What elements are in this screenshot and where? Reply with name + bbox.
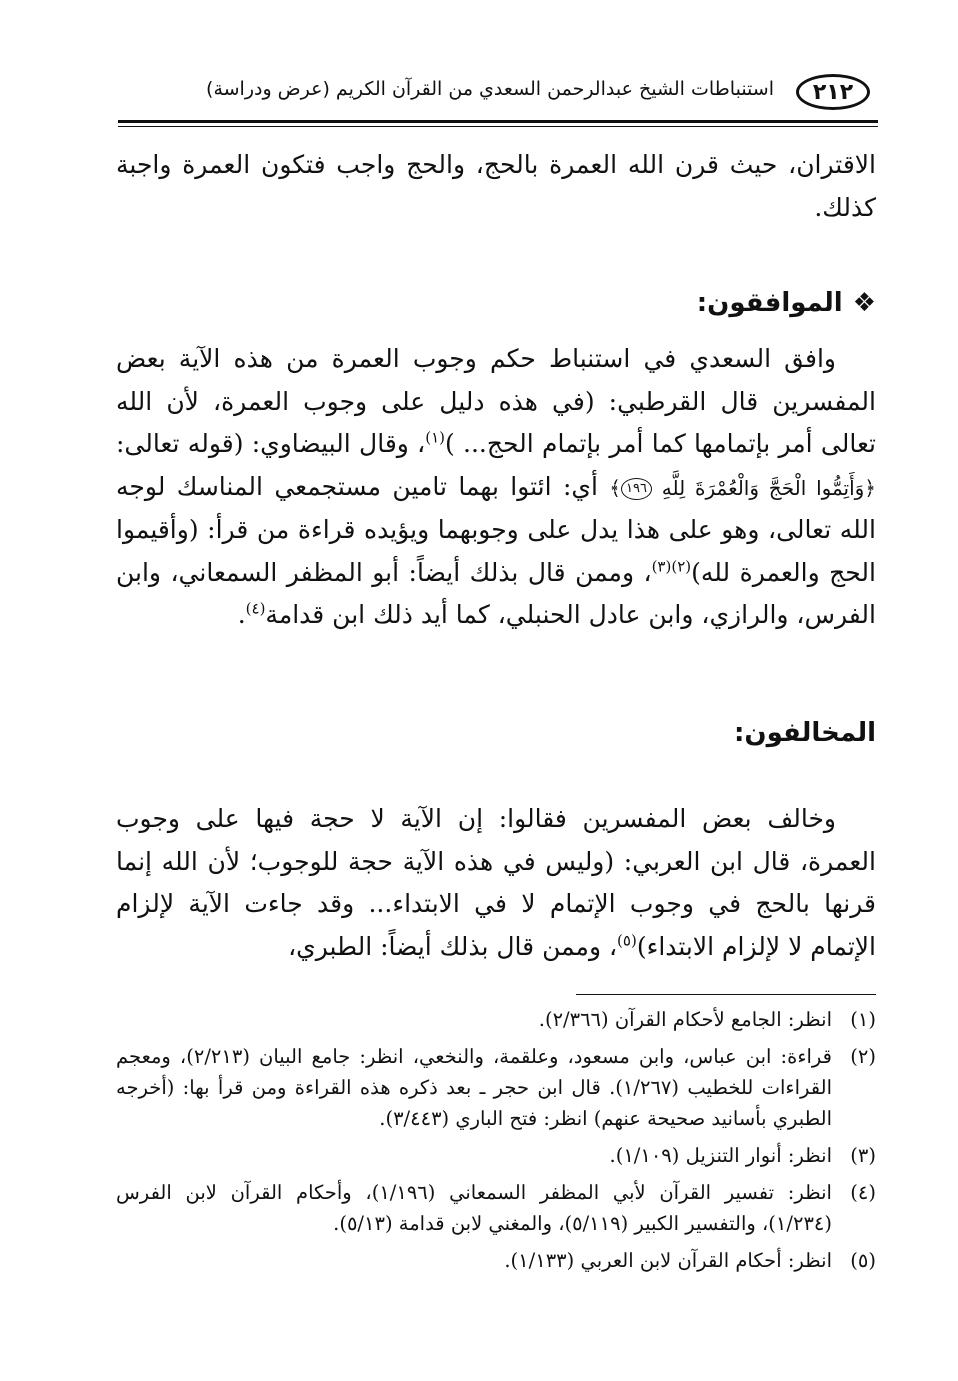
bullet-icon: ❖ bbox=[852, 288, 876, 318]
supporters-heading-text: الموافقون: bbox=[696, 288, 843, 318]
ayah-number-marker: ١٩٦ bbox=[621, 478, 652, 500]
quran-verse bbox=[609, 476, 876, 500]
header-rule bbox=[118, 120, 878, 123]
page-header bbox=[118, 68, 878, 124]
footnote-item bbox=[116, 1177, 876, 1239]
running-title: استنباطات الشيخ عبدالرحمن السعدي من القرآن الكريم (عرض ودراسة) bbox=[206, 78, 774, 100]
footnote-ref-5: (٥) bbox=[617, 931, 637, 950]
footnote-number: (٢) bbox=[850, 1045, 876, 1068]
footnote-ref-1: (١) bbox=[425, 428, 445, 447]
footnote-item bbox=[116, 1041, 876, 1134]
opponents-heading: المخالفون: bbox=[734, 718, 876, 748]
opponents-paragraph bbox=[116, 798, 876, 968]
page-number: ٢١٢ bbox=[796, 74, 870, 110]
footnote-item bbox=[116, 1004, 876, 1035]
intro-paragraph: الاقتران، حيث قرن الله العمرة بالحج، والحج واجب فتكون العمرة واجبة كذلك. bbox=[116, 150, 876, 222]
supporters-text-2: ، وقال البيضاوي: (قوله تعالى: bbox=[116, 429, 426, 458]
verse-close-bracket: ﴾ bbox=[609, 475, 622, 500]
supporters-text-3: أي: ائتوا بهما تامين مستجمعي المناسك لوجه الله تعالى، وهو على هذا يدل على وجوبهما ويؤيده قراءة من قرأ: (وأقيموا الحج والعمرة لله) bbox=[116, 471, 876, 587]
footnote-text: انظر: تفسير القرآن لأبي المظفر السمعاني (١/١٩٦)، وأحكام القرآن لابن الفرس (١/٢٣٤)، والتفسير الكبير (٥/١١٩)، والمغني لابن قدامة (٥/١٣). bbox=[116, 1181, 832, 1235]
supporters-text-1: وافق السعدي في استنباط حكم وجوب العمرة من هذه الآية بعض المفسرين قال القرطبي: (في هذه دليل على وجوب العمرة، لأن الله تعالى أمر بإتمامها كما أمر بإتمام الحج... ) bbox=[116, 344, 876, 458]
supporters-paragraph bbox=[116, 338, 876, 637]
footnote-item bbox=[116, 1140, 876, 1171]
footnote-text: انظر: الجامع لأحكام القرآن (٢/٣٦٦). bbox=[538, 1008, 832, 1031]
header-rule-thin bbox=[118, 126, 878, 127]
footnote-number: (٣) bbox=[850, 1144, 876, 1167]
footnote-text: انظر: أنوار التنزيل (١/١٠٩). bbox=[609, 1144, 832, 1167]
supporters-heading bbox=[697, 288, 876, 318]
verse-text: ﴿وَأَتِمُّوا الْحَجَّ وَالْعُمْرَةَ لِلَّهِ bbox=[661, 475, 877, 500]
supporters-text-4: ، وممن قال بذلك أيضاً: أبو المظفر السمعاني، وابن الفرس، والرازي، وابن عادل الحنبلي، كما أيد ذلك ابن قدامة bbox=[116, 557, 876, 629]
footnote-item bbox=[116, 1245, 876, 1276]
footnote-separator bbox=[576, 994, 876, 995]
supporters-text-5: . bbox=[237, 600, 246, 629]
footnote-number: (٥) bbox=[850, 1249, 876, 1272]
footnote-ref-2-3: (٢)(٣) bbox=[651, 557, 692, 576]
opponents-text-2: ، وممن قال بذلك أيضاً: الطبري، bbox=[288, 931, 618, 961]
footnote-ref-4: (٤) bbox=[245, 599, 266, 618]
footnotes bbox=[116, 1004, 876, 1282]
opponents-text-1: وخالف بعض المفسرين فقالوا: إن الآية لا حجة فيها على وجوب العمرة، قال ابن العربي: (وليس في هذه الآية حجة للوجوب؛ لأن الله إنما قرنها بالحج في وجوب الإتمام لا في الابتداء... وقد جاءت الآية لإلزام الإتمام لا لإلزام الابتداء) bbox=[116, 804, 876, 961]
footnote-number: (١) bbox=[850, 1008, 876, 1031]
footnote-number: (٤) bbox=[850, 1181, 876, 1204]
footnote-text: انظر: أحكام القرآن لابن العربي (١/١٣٣). bbox=[504, 1249, 832, 1272]
footnote-text: قراءة: ابن عباس، وابن مسعود، وعلقمة، والنخعي، انظر: جامع البيان (٢/٢١٣)، ومعجم القراءات للخطيب (١/٢٦٧). قال ابن حجر ـ بعد ذكره هذه القراءة ومن قرأ بها: (أخرجه الطبري بأسانيد صحيحة عنهم) انظر: فتح الباري (٣/٤٤٣). bbox=[116, 1045, 832, 1130]
